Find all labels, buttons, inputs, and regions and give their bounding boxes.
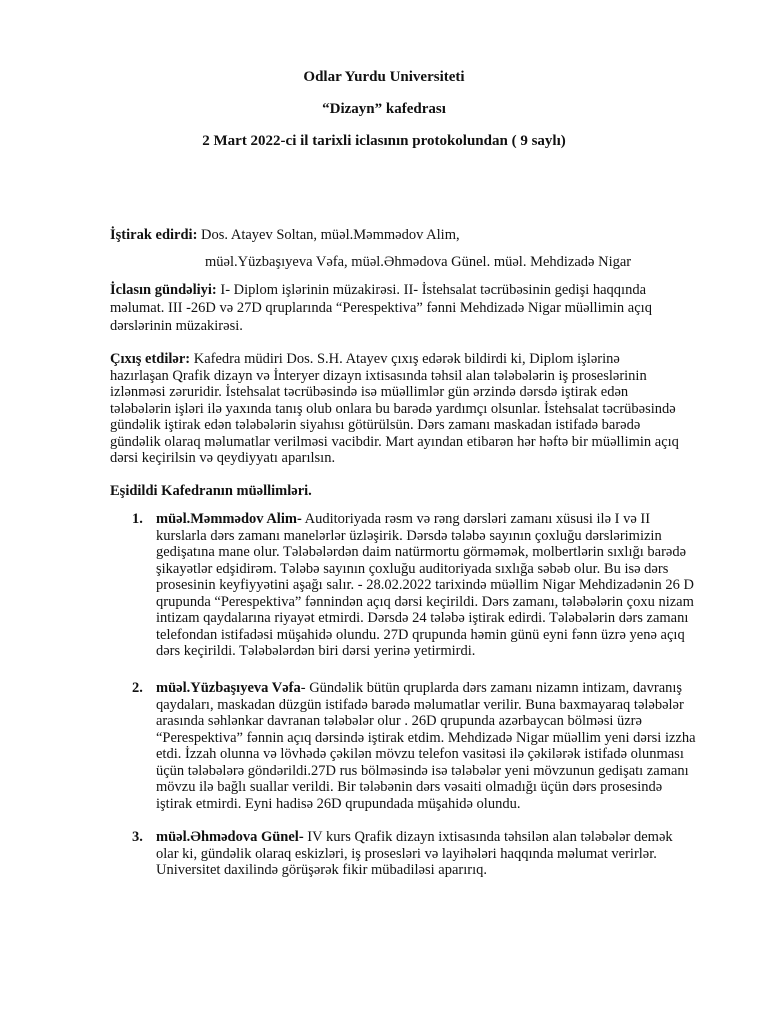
list-number: 1. bbox=[132, 511, 143, 527]
teacher-text: IV kurs Qrafik dizayn ixtisasında təhsilən alan tələbələr demək olar ki, gündəlik olaraq eskizləri, iş prosesləri və layihələri haqqında məlumat verirlər. Universitet daxilində görüşərək fikir mübadiləsi aparırıq. bbox=[156, 829, 673, 878]
speakers-paragraph bbox=[110, 351, 682, 467]
attendance-line-1 bbox=[110, 227, 460, 244]
attendance-names-1: Dos. Atayev Soltan, müəl.Məmmədov Alim, bbox=[197, 227, 460, 243]
agenda-text: I- Diplom işlərinin müzakirəsi. II- İstehsalat təcrübəsinin gedişi haqqında məlumat. III -26D və 27D qruplarında “Perespektiva” fənni Mehdizadə Nigar müəllimin açıq dərslərinin müzakirəsi. bbox=[110, 282, 652, 334]
teacher-name: müəl.Yüzbaşıyeva Vəfa bbox=[156, 680, 301, 696]
attendance-label: İştirak edirdi: bbox=[110, 227, 198, 243]
list-number: 3. bbox=[132, 829, 143, 845]
list-number: 2. bbox=[132, 680, 143, 696]
speakers-text: Kafedra müdiri Dos. S.H. Atayev çıxış edərək bildirdi ki, Diplom işlərinə hazırlaşan Qrafik dizayn və İnteryer dizayn ixtisasında təhsil alan tələbələrin iş proseslərinin izlənməsi zəruridir. İstehsalat təcrübəsində isə müəllimlər gün ərzində dərsdə iştirak edən tələbələrin işləri ilə yaxında tanış olub onlara bu barədə yardımçı olsunlar. İstehsalat təcrübəsində gündəlik iştirak edən tələbələrin siyahısı götürülsün. Dərs zamanı maskadan istifadə barədə gündəlik olaraq məlumatlar verilməsi vacibdir. Mart ayından etibarən hər həftə bir müəllimin açıq dərsi keçirilsin və qeydiyyatı aparılsın. bbox=[110, 351, 679, 466]
list-item-body bbox=[156, 680, 696, 812]
teacher-text: - Gündəlik bütün qruplarda dərs zamanı nizamn intizam, davranış qaydaları, maskadan düzgün istifadə barədə məlumatlar verilir. Buna baxmayaraq tələbələr arasında səhlənkar davranan tələbələr olur . 26D qrupunda azərbaycan bölməsi üzrə “Perespektiva” fənnin açıq dərsində iştirak etdim. Mehdizadə Nigar müəllim yeni dərsi izzha etdi. İzzah olunna və lövhədə çəkilən mövzu telefon vasitəsi ilə çəkilərək istifadə olunması üçün tələbələrə göndərildi.27D rus bölməsində isə tələbələr yeni mövzunun gedişatı zamanı mövzu ilə bağlı suallar verildi. Bir tələbənin dərs vəsaiti olmadığı üçün dərs prosesində iştirak etmirdi. Eyni hadisə 26D qrupundada müşahidə olundu. bbox=[156, 680, 696, 812]
agenda-label: İclasın gündəliyi: bbox=[110, 282, 217, 298]
agenda-paragraph bbox=[110, 281, 680, 335]
department-title: “Dizayn” kafedrası bbox=[322, 101, 446, 117]
speakers-label: Çıxış etdilər: bbox=[110, 351, 191, 367]
heard-title: Eşidildi Kafedranın müəllimləri. bbox=[110, 483, 312, 499]
teacher-name: müəl.Əhmədova Günel- bbox=[156, 829, 304, 845]
protocol-title: 2 Mart 2022-ci il tarixli iclasının protokolundan ( 9 saylı) bbox=[202, 133, 566, 149]
list-item-body bbox=[156, 829, 696, 879]
teacher-text: Auditoriyada rəsm və rəng dərsləri zamanı xüsusi ilə I və II kurslarla dərs zamanı manelərlər üzləşirik. Dərsdə tələbə sayının çoxluğu dərslərimizin gedişatına mane olur. Tələbələrdən daim natürmortu görməmək, molbertlərin sıxlığı barədə şikayətlər edşidirəm. Tələbə sayının çoxluğu auditoriyada sıxlığa səbəb olur. Bu isə dərs prosesinin keyfiyyətini aşağı salır. - 28.02.2022 tarixində müəllim Nigar Mehdizadənin 26 D qrupunda “Perespektiva” fənnindən açıq dərsi keçirildi. Dərs zamanı, tələbələrin çoxu nizam intizam qaydalarına riyayət etmirdi. Dərsdə 24 tələbə iştirak edirdi. Tələbələrin dərs zamanı telefondan istifadəsi müşahidə olundu. 27D qrupunda həmin günü eyni fənn üzrə yenə açıq dərs keçirildi. Tələbələrdən biri dərsi yerinə yetirmirdi. bbox=[156, 511, 695, 659]
list-item-body bbox=[156, 511, 696, 660]
teacher-name: müəl.Məmmədov Alim- bbox=[156, 511, 302, 527]
attendance-names-2: müəl.Yüzbaşıyeva Vəfa, müəl.Əhmədova Günel. müəl. Mehdizadə Nigar bbox=[205, 254, 632, 270]
university-title: Odlar Yurdu Universiteti bbox=[303, 69, 465, 85]
